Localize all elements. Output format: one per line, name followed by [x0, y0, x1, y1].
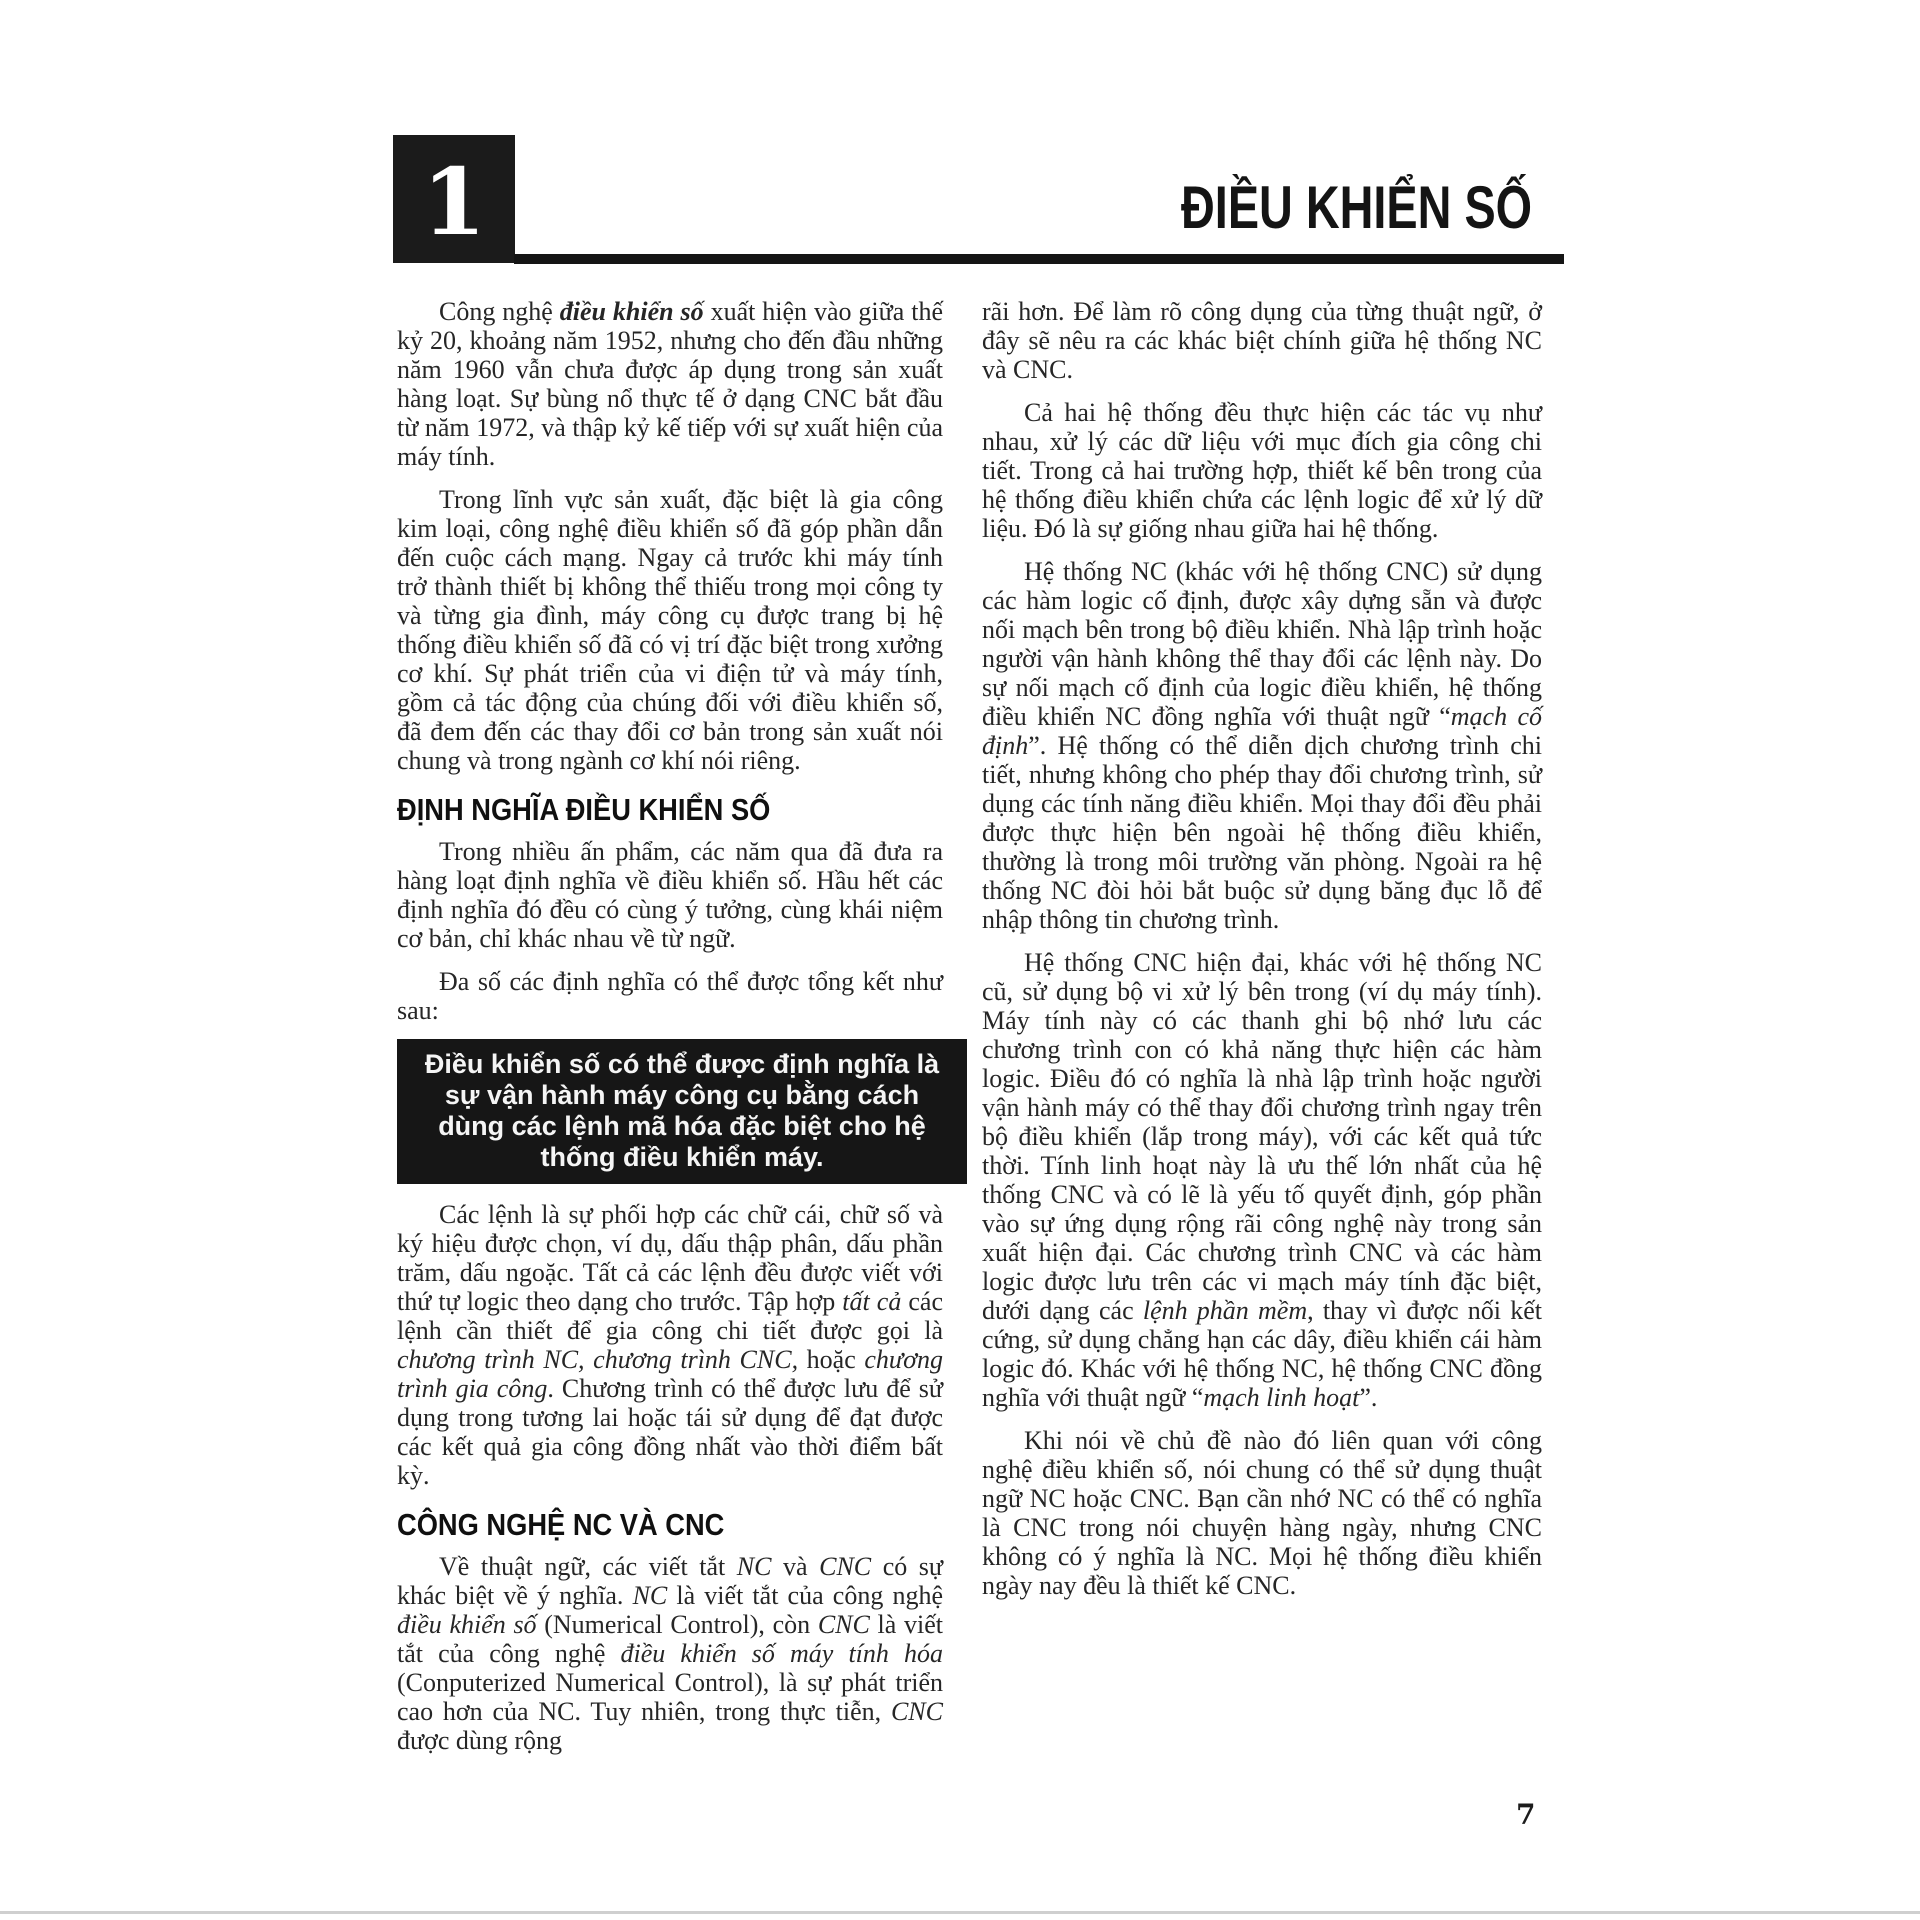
emphasized-text: điều khiển số: [397, 1610, 537, 1639]
body-text: Công nghệ: [439, 297, 560, 326]
body-text: . Chương trình có thể được lưu để sử dụng trong tương lai hoặc tái sử dụng để đạt được các kết quả gia công đồng nhất vào thời điểm bất kỳ.: [397, 1374, 943, 1490]
body-text: xuất hiện vào giữa thế kỷ 20, khoảng năm 1952, nhưng cho đến đầu những năm 1960 vẫn chưa được áp dụng trong sản xuất hàng loạt. Sự bùng nổ thực tế ở dạng CNC bắt đầu từ năm 1972, và thập kỷ kế tiếp với sự xuất hiện của máy tính.: [397, 297, 943, 471]
body-text: rãi hơn. Để làm rõ công dụng của từng thuật ngữ, ở đây sẽ nêu ra các khác biệt chính giữa hệ thống NC và CNC.: [982, 297, 1542, 384]
emphasized-text: CNC: [890, 1697, 943, 1726]
emphasized-text: NC: [736, 1552, 772, 1581]
body-text: Trong nhiều ấn phẩm, các năm qua đã đưa ra hàng loạt định nghĩa về điều khiển số. Hầu hết các định nghĩa đó đều có cùng ý tưởng, cùng khái niệm cơ bản, chỉ khác nhau về từ ngữ.: [397, 837, 943, 953]
scan-edge-line: [0, 1911, 1920, 1914]
paragraph: [397, 485, 943, 775]
body-text: có sự khác biệt về ý nghĩa.: [397, 1552, 943, 1610]
body-text: hoặc: [798, 1345, 865, 1374]
paragraph: [982, 297, 1542, 384]
paragraph: [982, 398, 1542, 543]
emphasized-text: chương trình NC, chương trình CNC,: [397, 1345, 799, 1374]
emphasized-text: điều khiển số máy tính hóa: [620, 1639, 943, 1668]
right-column: [982, 297, 1542, 1614]
paragraph: [397, 1200, 943, 1490]
paragraph: [397, 837, 943, 953]
body-text: Đa số các định nghĩa có thể được tổng kết như sau:: [397, 967, 943, 1025]
body-text: Các lệnh là sự phối hợp các chữ cái, chữ số và ký hiệu được chọn, ví dụ, dấu thập phân, dấu phần trăm, dấu ngoặc. Tất cả các lệnh đều được viết với thứ tự logic theo dạng cho trước. Tập hợp: [397, 1200, 943, 1316]
emphasized-text: lệnh phần mềm: [1142, 1296, 1308, 1325]
chapter-title: ĐIỀU KHIỂN SỐ: [1180, 174, 1532, 241]
body-text: Hệ thống NC (khác với hệ thống CNC) sử dụng các hàm logic cố định, được xây dựng sẵn và được nối mạch bên trong bộ điều khiển. Nhà lập trình hoặc người vận hành không thể thay đổi các lệnh này. Do sự nối mạch cố định của logic điều khiển, hệ thống điều khiển NC đồng nghĩa với thuật ngữ “: [982, 557, 1542, 731]
body-text: Hệ thống CNC hiện đại, khác với hệ thống NC cũ, sử dụng bộ vi xử lý bên trong (ví dụ máy tính). Máy tính này có các thanh ghi bộ nhớ lưu các chương trình con có khả năng thực hiện các hàm logic. Điều đó có nghĩa là nhà lập trình hoặc người vận hành máy có thể thay đổi chương trình ngay trên bộ điều khiển (lắp trong máy), với các kết quả tức thời. Tính linh hoạt này là ưu thế lớn nhất của hệ thống CNC và có lẽ là yếu tố quyết định, góp phần vào sự ứng dụng rộng rãi công nghệ này trong sản xuất hiện đại. Các chương trình CNC và các hàm logic được lưu trên các vi mạch máy tính đặc biệt, dưới dạng các: [982, 948, 1542, 1325]
body-text: , thay vì được nối kết cứng, sử dụng chẳng hạn các dây, điều khiển cái hàm logic đó. Khác với hệ thống NC, hệ thống CNC đồng nghĩa với thuật ngữ “: [982, 1296, 1543, 1412]
emphasized-text: NC: [632, 1581, 668, 1610]
body-text: Cả hai hệ thống đều thực hiện các tác vụ như nhau, xử lý các dữ liệu với mục đích gia công chi tiết. Trong cả hai trường hợp, thiết kế bên trong của hệ thống điều khiển chứa các lệnh logic để xử lý dữ liệu. Đó là sự giống nhau giữa hai hệ thống.: [982, 398, 1542, 543]
body-text: là viết tắt của công nghệ: [397, 1610, 943, 1668]
body-text: Về thuật ngữ, các viết tắt: [439, 1552, 737, 1581]
emphasized-text: CNC: [819, 1552, 872, 1581]
paragraph: [397, 297, 943, 471]
emphasized-text: chương trình gia công: [397, 1345, 943, 1403]
chapter-number: 1: [421, 148, 486, 256]
paragraph: [982, 557, 1542, 934]
body-text: ”. Hệ thống có thể diễn dịch chương trình chi tiết, nhưng không cho phép thay đổi chương trình, sử dụng các tính năng điều khiển. Mọi thay đổi đều phải được thực hiện bên ngoài hệ thống điều khiển, thường là trong môi trường văn phòng. Ngoài ra hệ thống NC đòi hỏi bắt buộc sử dụng băng đục lỗ để nhập thông tin chương trình.: [982, 731, 1542, 934]
emphasized-text: mạch linh hoạt: [1203, 1383, 1360, 1412]
body-text: và: [771, 1552, 820, 1581]
page-number: 7: [1516, 1798, 1536, 1831]
emphasized-text: mạch cố định: [982, 702, 1542, 760]
body-text: (Conputerized Numerical Control), là sự phát triển cao hơn của NC. Tuy nhiên, trong thực tiễn,: [397, 1668, 943, 1726]
section-heading-label: ĐỊNH NGHĨA ĐIỀU KHIỂN SỐ: [397, 792, 771, 827]
body-text: Khi nói về chủ đề nào đó liên quan với công nghệ điều khiển số, nói chung có thể sử dụng thuật ngữ NC hoặc CNC. Bạn cần nhớ NC có thể có nghĩa là CNC trong nói chuyện hàng ngày, nhưng CNC không có ý nghĩa là NC. Mọi hệ thống điều khiển ngày nay đều là thiết kế CNC.: [982, 1426, 1542, 1600]
body-text: Trong lĩnh vực sản xuất, đặc biệt là gia công kim loại, công nghệ điều khiển số đã góp phần dẫn đến cuộc cách mạng. Ngay cả trước khi máy tính trở thành thiết bị không thể thiếu trong mọi công ty và từng gia đình, máy công cụ được trang bị hệ thống điều khiển số đã có vị trí đặc biệt trong xưởng cơ khí. Sự phát triển của vi điện tử và máy tính, gồm cả tác động của chúng đối với điều khiển số, đã đem đến các thay đổi cơ bản trong sản xuất nói chung và trong ngành cơ khí nói riêng.: [397, 485, 943, 775]
section-heading-label: CÔNG NGHỆ NC VÀ CNC: [397, 1507, 725, 1542]
body-text: là viết tắt của công nghệ: [667, 1581, 943, 1610]
paragraph: [982, 1426, 1542, 1600]
emphasized-text: tất cả: [842, 1287, 902, 1316]
section-heading: [397, 793, 943, 827]
definition-callout: Điều khiển số có thể được định nghĩa là sự vận hành máy công cụ bằng cách dùng các lệnh mã hóa đặc biệt cho hệ thống điều khiển máy.: [397, 1039, 967, 1184]
body-text: được dùng rộng: [397, 1726, 563, 1755]
emphasized-text: CNC: [817, 1610, 870, 1639]
body-text: (Numerical Control), còn: [536, 1610, 818, 1639]
body-text: các lệnh cần thiết để gia công chi tiết được gọi là: [397, 1287, 943, 1345]
body-text: ”.: [1359, 1383, 1378, 1412]
chapter-number-box: [393, 135, 515, 263]
section-heading: [397, 1508, 943, 1542]
header-rule: [514, 254, 1564, 264]
paragraph: [397, 1552, 943, 1755]
paragraph: [982, 948, 1542, 1412]
left-column: [397, 297, 943, 1769]
paragraph: [397, 967, 943, 1025]
emphasized-text: điều khiển số: [559, 297, 704, 326]
